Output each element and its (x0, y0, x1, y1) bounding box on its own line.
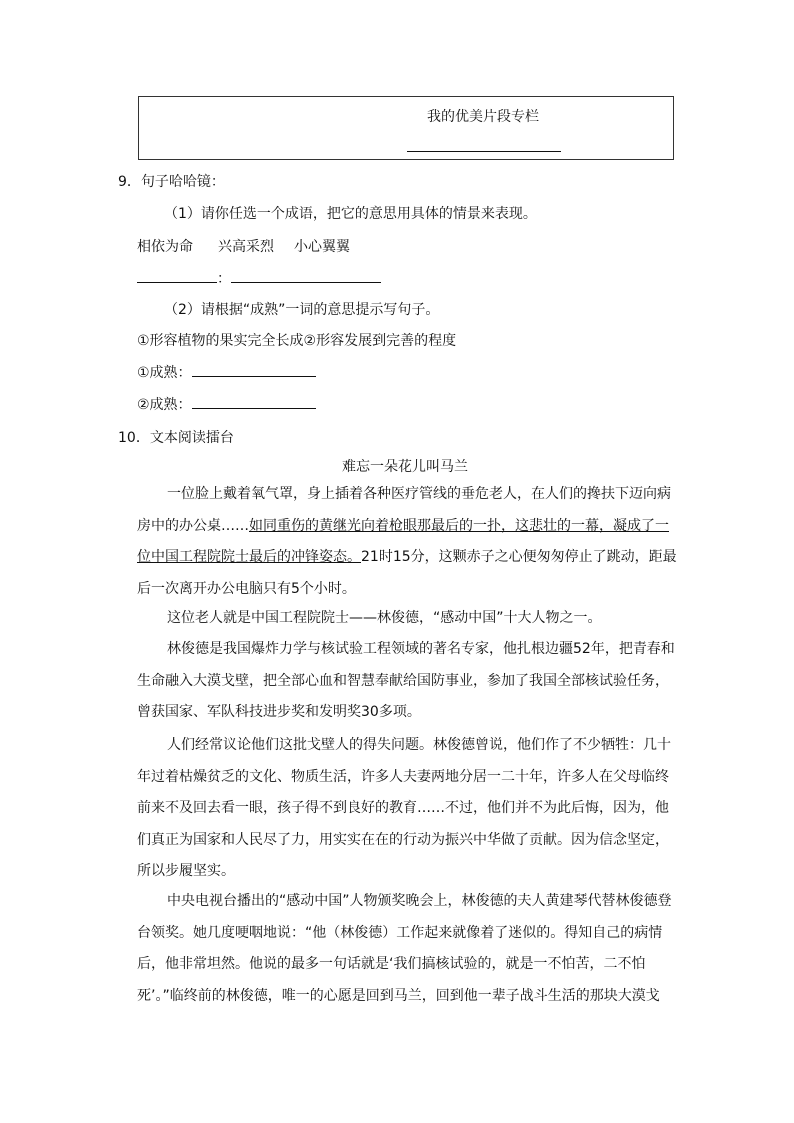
q9-sub1: （1）请你任选一个成语，把它的意思用具体的情景来表现。 (164, 206, 537, 222)
beauty-section-box (138, 96, 674, 160)
q10-heading: 10．文本阅读擂台 (118, 430, 234, 446)
answer2-label: ②成熟： (137, 397, 192, 413)
p3-text: 林俊德是我国爆炸力学与核试验工程领域的著名专家，他扎根边疆52年，把青春和生命融入大漠戈壁，把全部心血和智慧奉献给国防事业，参加了我国全部核试验任务，曾获国家、军队科技进步奖和发明奖30多项。 (137, 641, 675, 720)
idiom-scene-blank[interactable] (231, 268, 381, 283)
p2-text: 这位老人就是中国工程院院士——林俊德，“感动中国”十大人物之一。 (167, 610, 602, 626)
q9-heading: 9．句子哈哈镜： (118, 174, 225, 190)
p4-text: 人们经常议论他们这批戈壁人的得失问题。林俊德曾说，他们作了不少牺牲：几十年过着枯燥贫乏的文化、物质生活，许多人夫妻两地分居一二十年，许多人在父母临终前来不及回去看一眼，孩子得不到良好的教育……不过，他们并不为此后悔，因为，他们真正为国家和人民尽了力，用实实在在的行动为振兴中华做了贡献。因为信念坚定，所以步履坚实。 (137, 737, 671, 879)
answer1-label: ①成熟： (137, 365, 192, 381)
idiom-2: 兴高采烈 (218, 239, 274, 255)
answer1-blank[interactable] (192, 362, 316, 377)
idiom-1: 相依为命 (137, 239, 193, 255)
article-paragraph-1 (137, 479, 677, 605)
answer-row-1 (137, 362, 316, 382)
article-paragraph-2 (137, 603, 677, 635)
article-title: 难忘一朵花儿叫马兰 (342, 459, 468, 475)
p1-after: 21时15分，这颗赤子之心便匆匆停止了跳动，距最后一次离开办公电脑只有5个小时。 (137, 549, 677, 597)
q9-meanings: ①形容植物的果实完全长成②形容发展到完善的程度 (137, 333, 457, 349)
colon: ： (217, 271, 231, 287)
idiom-answer-row (137, 268, 381, 288)
idiom-choice-blank[interactable] (137, 268, 217, 283)
article-paragraph-4 (137, 730, 677, 888)
idiom-3: 小心翼翼 (294, 239, 350, 255)
q9-sub2: （2）请根据“成熟”一词的意思提示写句子。 (164, 302, 440, 318)
answer2-blank[interactable] (192, 394, 316, 409)
answer-row-2 (137, 394, 316, 414)
p5-text: 中央电视台播出的“感动中国”人物颁奖晚会上，林俊德的夫人黄建琴代替林俊德登台领奖。她几度哽咽地说：“他（林俊德）工作起来就像着了迷似的。得知自己的病情后，他非常坦然。他说的最多一句话就是‘我们搞核试验的，就是一不怕苦，二不怕死’。”临终前的林俊德，唯一的心愿是回到马兰，回到他一辈子战斗生活的那块大漠戈 (137, 893, 672, 1004)
p1-underlined: 如同重伤的黄继光向着枪眼那最后的一扑，这悲壮的一幕，凝成了一位中国工程院院士最后的冲锋姿态。 (137, 517, 669, 565)
article-paragraph-5 (137, 886, 677, 1012)
beauty-answer-line[interactable] (407, 151, 561, 152)
article-paragraph-3 (137, 634, 677, 729)
beauty-section-title: 我的优美片段专栏 (427, 109, 539, 125)
p1-before: 一位脸上戴着氧气罩，身上插着各种医疗管线的垂危老人，在人们的搀扶下迈向病房中的办公桌…… (137, 486, 671, 534)
